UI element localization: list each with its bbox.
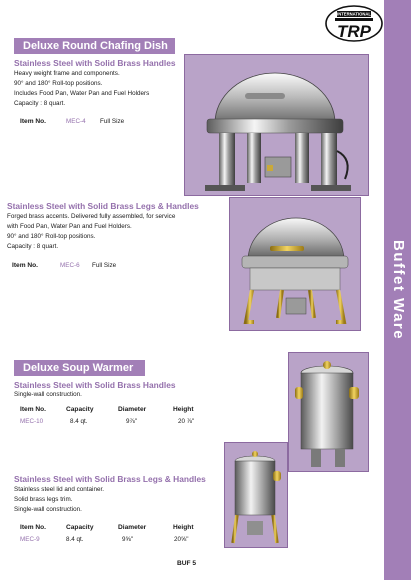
product-subtitle: Stainless Steel with Solid Brass Handles [14,380,176,390]
header-diameter: Diameter [118,406,147,413]
cell-diameter: 9⅞" [126,418,137,425]
item-size: Full Size [100,118,125,125]
header-height: Height [173,524,194,531]
header-capacity: Capacity [66,406,94,413]
trp-logo-icon [325,5,383,42]
product-subtitle: Stainless Steel with Solid Brass Legs & Handles [7,201,199,211]
header-diameter: Diameter [118,524,147,531]
item-code: MEC-6 [60,262,80,269]
product-subtitle: Stainless Steel with Solid Brass Legs & Handles [14,474,206,484]
item-code: MEC-4 [66,118,86,125]
product-description: Heavy weight frame and components. 90° and 180° Roll-top positions. Includes Food Pan, Water Pan and Fuel Holders Capacity : 8 quart. [14,70,150,107]
header-height: Height [173,406,194,413]
cell-item-code: MEC-10 [20,418,44,425]
cell-capacity: 8.4 qt. [66,536,84,543]
section-banner-chafing: Deluxe Round Chafing Dish [14,38,175,54]
item-no-label: Item No. [12,262,39,269]
header-item-no: Item No. [20,524,47,531]
product-photo-mec-10 [288,352,369,472]
header-capacity: Capacity [66,524,94,531]
cell-item-code: MEC-9 [20,536,40,543]
item-size: Full Size [92,262,117,269]
product-description: Forged brass accents. Delivered fully assembled, for service with Food Pan, Water Pan and Fuel Holders. 90° and 180° Roll-top positions. Capacity : 8 quart. [7,213,176,250]
cell-diameter: 9⅝" [122,536,133,543]
cell-height: 20⅝" [174,536,189,543]
logo-main-text: TRP [337,22,371,41]
cell-height: 20 ⅞" [178,418,195,425]
logo-top-text: INTERNATIONAL [337,11,371,17]
cell-capacity: 8.4 qt. [70,418,88,425]
page-number: BUF 5 [177,560,197,567]
sidebar-label: Buffet Ware [390,240,407,341]
section-banner-soup-warmer: Deluxe Soup Warmer [14,360,145,376]
item-no-label: Item No. [20,118,47,125]
product-photo-mec-6 [229,197,361,331]
product-description: Single-wall construction. [14,391,82,398]
header-item-no: Item No. [20,406,47,413]
product-description: Stainless steel lid and container. Solid brass legs trim. Single-wall construction. [14,486,104,513]
product-photo-mec-9 [224,442,288,548]
product-subtitle: Stainless Steel with Solid Brass Handles [14,58,176,68]
product-photo-mec-4 [184,54,369,196]
